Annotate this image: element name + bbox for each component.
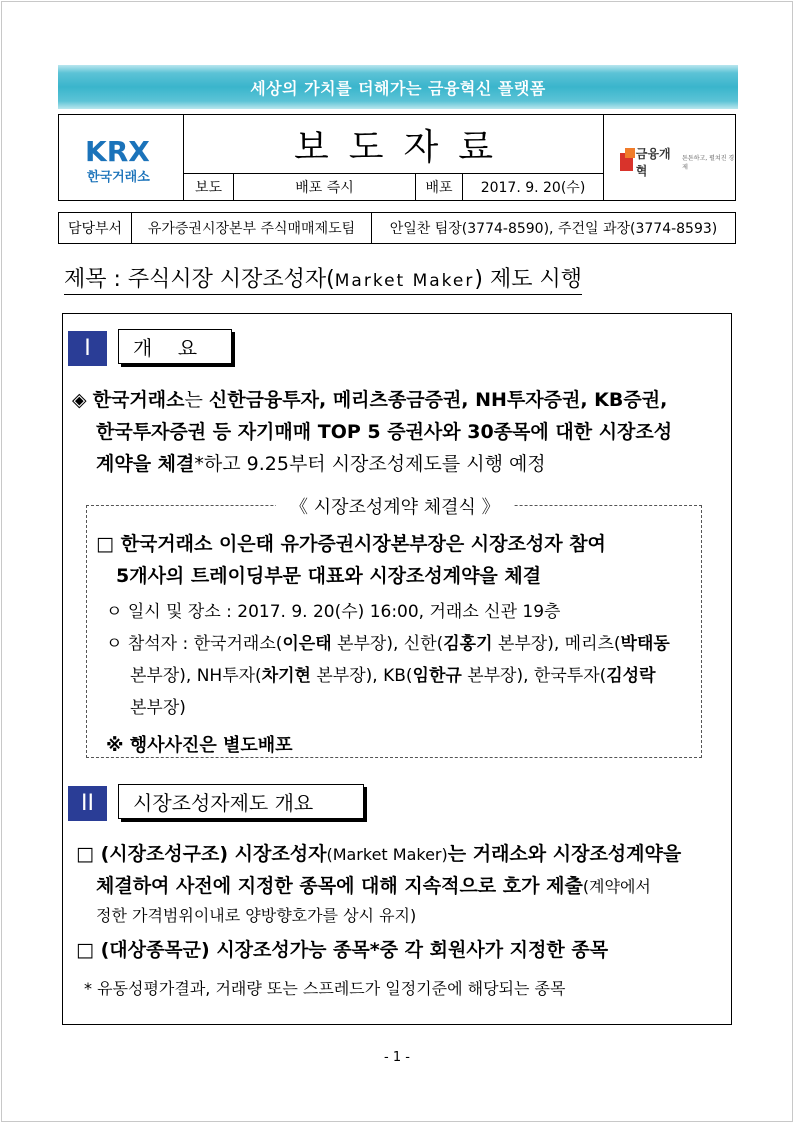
section-2-number: II: [68, 786, 107, 821]
document-title: 보도자료: [293, 126, 514, 168]
krx-logo-cell: [59, 115, 184, 200]
diamond-bullet-icon: ◈: [72, 389, 87, 411]
distribution-label: 배포: [416, 174, 463, 200]
attendee-name: 차기현: [261, 666, 311, 686]
press-header-table: [58, 114, 736, 201]
start-schedule: *하고 9.25부터 시장조성제도를 시행 예정: [194, 453, 546, 475]
krx-name: 한국거래소: [92, 389, 185, 411]
contact-table: [58, 212, 736, 244]
attendee-name: 이은태: [282, 634, 332, 654]
structure-paren-1: (계약에서: [582, 877, 651, 896]
ceremony-description-1: □ 한국거래소 이은태 유가증권시장본부장은 시장조성자 참여: [96, 533, 606, 555]
structure-heading: □ (시장조성구조) 시장조성자: [76, 843, 327, 865]
attendee-name: 임한규: [412, 666, 462, 686]
target-stocks-text: □ (대상종목군) 시장조성가능 종목*중 각 회원사가 지정한 종목: [76, 939, 609, 961]
attendees-line-2: [130, 660, 656, 692]
photo-note: ※ 행사사진은 별도배포: [106, 735, 293, 756]
subject-market-maker: Market Maker: [334, 271, 475, 291]
distribution-date: 2017. 9. 20(수): [480, 180, 586, 196]
attendee-title: 본부장), 신한(: [331, 634, 444, 654]
attendees-prefix: ㅇ 참석자 : 한국거래소(: [106, 634, 283, 654]
banner-text: 세상의 가치를 더해가는 금융혁신 플랫폼: [250, 78, 546, 98]
target-stocks-line: [76, 934, 608, 966]
contract-signed: 계약을 체결: [96, 453, 195, 475]
footnote: * 유동성평가결과, 거래량 또는 스프레드가 일정기준에 해당되는 종목: [84, 979, 566, 998]
contact-persons: 안일찬 팀장(3774-8590), 주건일 과장(3774-8593): [389, 221, 718, 237]
krx-logo: [85, 135, 150, 185]
financial-reform-logo: [620, 145, 735, 179]
page-number: - 1 -: [384, 1050, 410, 1065]
structure-line-3: 정한 가격범위이내로 양방향호가를 상시 유지): [96, 906, 417, 925]
release-info-row: [184, 174, 603, 200]
dept-value: 유가증권시장본부 주식매매제도팀: [132, 213, 372, 243]
attendee-title: 본부장), NH투자(: [130, 666, 262, 686]
section-1-title: [118, 329, 232, 364]
krx-logo-text: KRX: [85, 135, 150, 168]
overview-particle: 는: [184, 389, 209, 411]
krx-logo-subtitle: 한국거래소: [87, 170, 150, 185]
section-1-number: I: [68, 331, 107, 366]
financial-reform-logo-cell: [603, 115, 735, 200]
structure-text-1: 는 거래소와 시장조성계약을: [447, 843, 682, 865]
ceremony-line-2: [116, 560, 541, 592]
ceremony-description-2: 5개사의 트레이딩부문 대표와 시장조성계약을 체결: [116, 565, 542, 587]
ceremony-title: 《 시장조성계약 체결식 》: [276, 493, 514, 519]
attendee-name: 박태동: [620, 634, 670, 654]
reform-logo-name: 금융개혁: [635, 147, 671, 178]
brokers-list-2: 한국투자증권 등 자기매매 TOP 5 증권사와 30종목에 대한 시장조성: [96, 421, 673, 443]
attendee-title: 본부장), 메리츠(: [492, 634, 621, 654]
market-maker-english: (Market Maker): [326, 845, 448, 864]
attendee-title: 본부장), 한국투자(: [461, 666, 607, 686]
section-2-title-text: 시장조성자제도 개요: [133, 791, 314, 815]
reform-logo-tagline: 튼튼하고, 펼쳐진 경제: [682, 155, 735, 171]
section-2-title: [118, 784, 364, 819]
report-label: 보도: [184, 174, 234, 200]
document-title-cell: [184, 115, 603, 174]
overview-line-3: [96, 448, 546, 480]
ceremony-datetime: ㅇ 일시 및 장소 : 2017. 9. 20(수) 16:00, 거래소 신관 19층: [106, 602, 561, 622]
structure-line-2: [96, 870, 651, 903]
attendee-name: 김홍기: [443, 634, 493, 654]
attendee-name: 김성락: [606, 666, 656, 686]
reform-mark-icon: [620, 153, 633, 171]
subject-line: [64, 262, 582, 295]
subject-suffix: ) 제도 시행: [474, 267, 582, 292]
overview-line-1: [72, 384, 667, 416]
structure-line-1: [76, 838, 681, 871]
ceremony-line-1: [96, 528, 606, 560]
attendee-title: 본부장), KB(: [310, 666, 413, 686]
structure-text-2: 체결하여 사전에 지정한 종목에 대해 지속적으로 호가 제출: [96, 875, 583, 897]
attendees-line-1: [106, 628, 670, 660]
section-1-title-text: 개 요: [133, 336, 198, 360]
report-value: 배포 즉시: [234, 174, 416, 200]
slogan-banner: [58, 65, 738, 109]
attendees-line-3: 본부장): [130, 698, 186, 718]
overview-line-2: [96, 416, 672, 448]
dept-label: 담당부서: [59, 213, 132, 243]
brokers-list-1: 신한금융투자, 메리츠종금증권, NH투자증권, KB증권,: [208, 389, 668, 411]
subject-prefix: 제목 : 주식시장 시장조성자(: [64, 267, 335, 292]
